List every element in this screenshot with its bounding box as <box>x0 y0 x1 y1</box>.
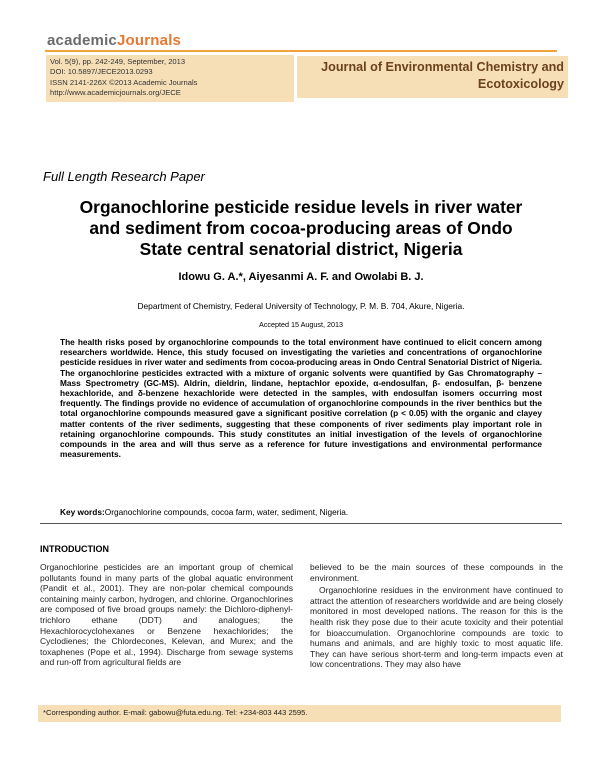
abstract: The health risks posed by organochlorine compounds to the total environment have continued to elicit concern among researchers worldwide. Hence, this study focused on investigating the varieties and concentrations of organochlorine pesticide residues in river water and sediments from cocoa-producing areas in Ondo Central Senatorial District of Nigeria. The organochlorine pesticides extracted with a mixture of organic solvents were quantified by Gas Chromatography – Mass Spectrometry (GC-MS). Aldrin, dieldrin, lindane, heptachlor epoxide, α-endosulfan, β- endosulfan, β- benzene hexachloride, and δ-benzene hexachloride were detected in the samples, with endosulfan isomers occurring most frequently. The findings provide no evidence of accumulation of organochlorine compounds in the river benthics but the total organochlorine compounds measured gave a significant positive correlation (p < 0.05) with the organic and clayey matter contents of the river sediments, suggesting that these components of river sediments play important role in retaining organochlorine compounds. This study constitutes an initial investigation of the levels of organochlorine compounds in the area and will thus serve as a reference for future investigations and environmental performance measurements. <box>60 337 542 460</box>
intro-right-paragraph-1: believed to be the main sources of these compounds in the environment. <box>310 562 563 583</box>
title-line-1: Organochlorine pesticide residue levels in river water <box>79 197 523 217</box>
logo-journals: Journals <box>116 32 182 49</box>
journal-name-box <box>297 56 568 98</box>
intro-heading: INTRODUCTION <box>40 544 109 554</box>
meta-volume: Vol. 5(9), pp. 242-249, September, 2013 <box>50 57 186 66</box>
meta-url[interactable]: http://www.academicjournals.org/JECE <box>50 88 181 98</box>
intro-right-paragraph-2: Organochlorine residues in the environment have continued to attract the attention of researchers worldwide and are being closely monitored in most developed nations. The reason for this is the health risk they pose due to their acute toxicity and their potential for bioaccumulation. Organochlorine compounds are toxic to humans and animals, and are highly toxic to most aquatic life. They can have serious short-term and long-term impacts even at low concentrations. They may also have <box>310 585 563 670</box>
title-line-2: and sediment from cocoa-producing areas of Ondo <box>89 218 513 238</box>
accepted-date: Accepted 15 August, 2013 <box>259 320 343 329</box>
header-rule <box>45 50 557 52</box>
intro-left-paragraph: Organochlorine pesticides are an important group of chemical pollutants found in many parts of the global aquatic environment (Pandit et al., 2001). They are non-polar chemical compounds containing mainly carbon, hydrogen, and chlorine. Organochlorines are composed of five broad groups namely: the Dichloro-diphenyl-trichloro ethane (DDT) and analogues; the Hexachlorocyclohexanes or Benzene hexachlorides; the Cyclodienes; the Chlordecones, Kelevan, and Murex; and the toxaphenes (Pope et al., 1994). Discharge from sewage systems and run-off from agricultural fields are <box>40 562 293 668</box>
publisher-logo <box>47 32 181 49</box>
keywords <box>60 507 542 517</box>
meta-doi: DOI: 10.5897/JECE2013.0293 <box>50 67 153 77</box>
affiliation: Department of Chemistry, Federal University of Technology, P. M. B. 704, Akure, Nigeria. <box>137 301 465 311</box>
title-line-3: State central senatorial district, Nigeria <box>139 239 463 259</box>
journal-name-line1: Journal of Environmental Chemistry and <box>321 60 564 74</box>
logo-academic: academic <box>47 32 117 49</box>
meta-issn: ISSN 2141-226X ©2013 Academic Journals <box>50 77 198 87</box>
authors: Idowu G. A.*, Aiyesanmi A. F. and Owolabi B. J. <box>178 271 424 283</box>
intro-left-column <box>40 562 293 668</box>
keywords-list: Organochlorine compounds, cocoa farm, water, sediment, Nigeria. <box>104 507 349 517</box>
corresponding-author: *Corresponding author. E-mail: gabowu@futa.edu.ng. Tel: +234-803 443 2595. <box>43 708 308 717</box>
keywords-label: Key words: <box>60 507 105 517</box>
citation-meta-box <box>46 55 294 102</box>
paper-type: Full Length Research Paper <box>43 169 205 184</box>
paper-title <box>40 197 562 260</box>
intro-right-column <box>310 562 563 670</box>
abstract-divider <box>40 523 562 524</box>
journal-name-line2: Ecotoxicology <box>477 76 564 91</box>
